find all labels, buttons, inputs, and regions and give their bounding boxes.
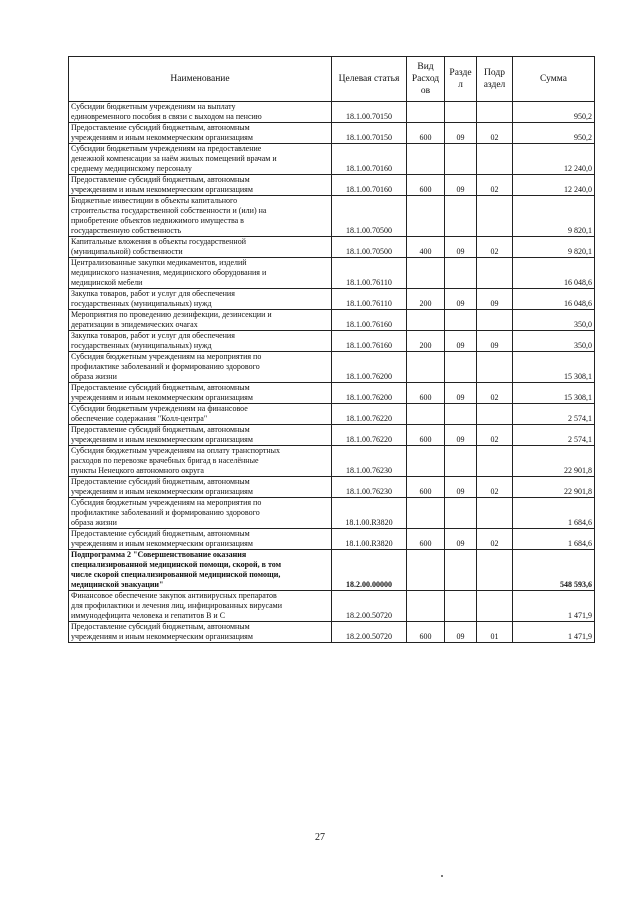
row-target-article-cell: 18.1.00.76160 <box>332 331 407 352</box>
row-target-article-cell: 18.1.00.70150 <box>332 123 407 144</box>
row-subsection-cell <box>477 498 513 529</box>
table-row <box>69 446 595 477</box>
row-expense-kind-cell <box>407 446 445 477</box>
row-sum-cell: 2 574,1 <box>513 404 595 425</box>
row-expense-kind-cell <box>407 352 445 383</box>
table-row <box>69 622 595 643</box>
row-section-cell <box>445 404 477 425</box>
row-target-article-cell: 18.1.00.70500 <box>332 196 407 237</box>
table-row <box>69 196 595 237</box>
table-row <box>69 477 595 498</box>
row-name-cell: Субсидии бюджетным учреждениям на предоставление денежной компенсации за наём жилых помещений врачам и среднему медицинскому персоналу <box>69 144 332 175</box>
row-sum-cell: 1 684,6 <box>513 529 595 550</box>
row-name-cell: Бюджетные инвестиции в объекты капитального строительства государственной собственности и (или) на приобретение объектов недвижимого имущества в государственную собственность <box>69 196 332 237</box>
row-target-article-cell: 18.1.00.76220 <box>332 425 407 446</box>
row-subsection-cell: 02 <box>477 383 513 404</box>
row-section-cell: 09 <box>445 123 477 144</box>
row-subsection-cell <box>477 404 513 425</box>
row-section-cell <box>445 144 477 175</box>
row-sum-cell: 12 240,0 <box>513 144 595 175</box>
row-sum-cell: 16 048,6 <box>513 258 595 289</box>
row-section-cell: 09 <box>445 289 477 310</box>
row-name-cell: Финансовое обеспечение закупок антивирусных препаратов для профилактики и лечения лиц, инфицированных вирусами иммунодефицита человека и гепатитов В и С <box>69 591 332 622</box>
row-section-cell: 09 <box>445 237 477 258</box>
row-expense-kind-cell <box>407 310 445 331</box>
row-expense-kind-cell: 600 <box>407 383 445 404</box>
row-expense-kind-cell: 600 <box>407 529 445 550</box>
row-target-article-cell: 18.1.00.R3820 <box>332 529 407 550</box>
row-name-cell: Субсидии бюджетным учреждениям на финансовое обеспечение содержания "Колл-центра" <box>69 404 332 425</box>
row-section-cell <box>445 352 477 383</box>
header-section: Разде л <box>445 57 477 102</box>
row-sum-cell: 1 684,6 <box>513 498 595 529</box>
row-target-article-cell: 18.1.00.76230 <box>332 477 407 498</box>
table-row <box>69 352 595 383</box>
table-row <box>69 498 595 529</box>
table-header-row <box>69 57 595 102</box>
row-subsection-cell <box>477 310 513 331</box>
budget-table-page <box>68 56 594 643</box>
row-section-cell: 09 <box>445 425 477 446</box>
row-sum-cell: 9 820,1 <box>513 196 595 237</box>
row-section-cell: 09 <box>445 477 477 498</box>
row-section-cell: 09 <box>445 622 477 643</box>
row-subsection-cell: 02 <box>477 123 513 144</box>
row-name-cell: Централизованные закупки медикаментов, изделий медицинского назначения, медицинского оборудования и медицинской мебели <box>69 258 332 289</box>
row-subsection-cell <box>477 446 513 477</box>
row-section-cell <box>445 196 477 237</box>
row-name-cell: Субсидии бюджетным учреждениям на выплату единовременного пособия в связи с выходом на пенсию <box>69 102 332 123</box>
row-target-article-cell: 18.1.00.76110 <box>332 258 407 289</box>
row-sum-cell: 15 308,1 <box>513 383 595 404</box>
row-subsection-cell: 02 <box>477 237 513 258</box>
row-section-cell: 09 <box>445 529 477 550</box>
row-name-cell: Предоставление субсидий бюджетным, автономным учреждениям и иным некоммерческим организациям <box>69 123 332 144</box>
row-name-cell: Предоставление субсидий бюджетным, автономным учреждениям и иным некоммерческим организациям <box>69 383 332 404</box>
row-name-cell: Субсидия бюджетным учреждениям на мероприятия по профилактике заболеваний и формированию здорового образа жизни <box>69 498 332 529</box>
row-target-article-cell: 18.2.00.50720 <box>332 591 407 622</box>
row-subsection-cell: 02 <box>477 529 513 550</box>
row-subsection-cell <box>477 550 513 591</box>
row-target-article-cell: 18.1.00.70150 <box>332 102 407 123</box>
row-name-cell: Предоставление субсидий бюджетным, автономным учреждениям и иным некоммерческим организациям <box>69 425 332 446</box>
row-name-cell: Предоставление субсидий бюджетным, автономным учреждениям и иным некоммерческим организациям <box>69 477 332 498</box>
row-target-article-cell: 18.2.00.50720 <box>332 622 407 643</box>
row-expense-kind-cell: 200 <box>407 331 445 352</box>
row-expense-kind-cell <box>407 404 445 425</box>
row-subsection-cell: 09 <box>477 331 513 352</box>
table-row <box>69 289 595 310</box>
row-target-article-cell: 18.1.00.76160 <box>332 310 407 331</box>
row-sum-cell: 548 593,6 <box>513 550 595 591</box>
row-subsection-cell: 02 <box>477 175 513 196</box>
row-sum-cell: 950,2 <box>513 102 595 123</box>
row-section-cell: 09 <box>445 175 477 196</box>
row-name-cell: Закупка товаров, работ и услуг для обеспечения государственных (муниципальных) нужд <box>69 289 332 310</box>
row-expense-kind-cell <box>407 550 445 591</box>
row-subsection-cell <box>477 591 513 622</box>
table-body <box>69 102 595 643</box>
row-sum-cell: 9 820,1 <box>513 237 595 258</box>
row-section-cell <box>445 310 477 331</box>
row-target-article-cell: 18.1.00.70160 <box>332 144 407 175</box>
row-expense-kind-cell: 600 <box>407 123 445 144</box>
row-subsection-cell <box>477 352 513 383</box>
row-sum-cell: 950,2 <box>513 123 595 144</box>
row-section-cell <box>445 258 477 289</box>
row-subsection-cell: 02 <box>477 425 513 446</box>
row-name-cell: Предоставление субсидий бюджетным, автономным учреждениям и иным некоммерческим организациям <box>69 175 332 196</box>
row-section-cell <box>445 591 477 622</box>
table-row <box>69 175 595 196</box>
row-subsection-cell <box>477 144 513 175</box>
page-number: 27 <box>315 832 325 843</box>
row-subsection-cell: 01 <box>477 622 513 643</box>
row-section-cell <box>445 550 477 591</box>
row-sum-cell: 12 240,0 <box>513 175 595 196</box>
row-expense-kind-cell <box>407 258 445 289</box>
row-sum-cell: 2 574,1 <box>513 425 595 446</box>
row-subsection-cell: 09 <box>477 289 513 310</box>
row-section-cell: 09 <box>445 331 477 352</box>
row-sum-cell: 350,0 <box>513 310 595 331</box>
header-target-article: Целевая статья <box>332 57 407 102</box>
row-expense-kind-cell <box>407 498 445 529</box>
header-expense-kind: Вид Расход ов <box>407 57 445 102</box>
row-sum-cell: 350,0 <box>513 331 595 352</box>
row-sum-cell: 1 471,9 <box>513 591 595 622</box>
row-name-cell: Подпрограмма 2 "Совершенствование оказания специализированной медицинской помощи, скорой, в том числе скорой специализированной медицинской помощи, медицинской эвакуации" <box>69 550 332 591</box>
row-expense-kind-cell: 200 <box>407 289 445 310</box>
table-row <box>69 237 595 258</box>
row-subsection-cell <box>477 196 513 237</box>
row-expense-kind-cell <box>407 102 445 123</box>
row-target-article-cell: 18.1.00.76200 <box>332 383 407 404</box>
row-target-article-cell: 18.1.00.76220 <box>332 404 407 425</box>
table-row <box>69 258 595 289</box>
header-subsection: Подр аздел <box>477 57 513 102</box>
row-expense-kind-cell: 400 <box>407 237 445 258</box>
row-expense-kind-cell: 600 <box>407 175 445 196</box>
row-section-cell <box>445 498 477 529</box>
row-target-article-cell: 18.2.00.00000 <box>332 550 407 591</box>
row-target-article-cell: 18.1.00.76110 <box>332 289 407 310</box>
row-target-article-cell: 18.1.00.76230 <box>332 446 407 477</box>
row-name-cell: Субсидия бюджетным учреждениям на оплату транспортных расходов по перевозке врачебных бригад в населённые пункты Ненецкого автономного округа <box>69 446 332 477</box>
row-expense-kind-cell: 600 <box>407 477 445 498</box>
row-expense-kind-cell: 600 <box>407 622 445 643</box>
row-sum-cell: 22 901,8 <box>513 477 595 498</box>
row-sum-cell: 16 048,6 <box>513 289 595 310</box>
row-sum-cell: 15 308,1 <box>513 352 595 383</box>
row-target-article-cell: 18.1.00.76200 <box>332 352 407 383</box>
row-section-cell: 09 <box>445 383 477 404</box>
row-subsection-cell: 02 <box>477 477 513 498</box>
row-name-cell: Предоставление субсидий бюджетным, автономным учреждениям и иным некоммерческим организациям <box>69 529 332 550</box>
table-row <box>69 550 595 591</box>
row-expense-kind-cell <box>407 591 445 622</box>
budget-table <box>68 56 595 643</box>
row-section-cell <box>445 102 477 123</box>
row-sum-cell: 22 901,8 <box>513 446 595 477</box>
table-row <box>69 425 595 446</box>
row-name-cell: Капитальные вложения в объекты государственной (муниципальной) собственности <box>69 237 332 258</box>
row-name-cell: Предоставление субсидий бюджетным, автономным учреждениям и иным некоммерческим организациям <box>69 622 332 643</box>
header-sum: Сумма <box>513 57 595 102</box>
table-row <box>69 310 595 331</box>
table-row <box>69 383 595 404</box>
row-name-cell: Мероприятия по проведению дезинфекции, дезинсекции и дератизации в эпидемических очагах <box>69 310 332 331</box>
table-row <box>69 529 595 550</box>
table-row <box>69 144 595 175</box>
row-subsection-cell <box>477 102 513 123</box>
table-row <box>69 102 595 123</box>
row-name-cell: Закупка товаров, работ и услуг для обеспечения государственных (муниципальных) нужд <box>69 331 332 352</box>
row-expense-kind-cell <box>407 144 445 175</box>
row-subsection-cell <box>477 258 513 289</box>
scan-speck <box>441 875 443 877</box>
header-name: Наименование <box>69 57 332 102</box>
row-target-article-cell: 18.1.00.70500 <box>332 237 407 258</box>
table-row <box>69 591 595 622</box>
row-expense-kind-cell <box>407 196 445 237</box>
row-target-article-cell: 18.1.00.70160 <box>332 175 407 196</box>
row-section-cell <box>445 446 477 477</box>
row-expense-kind-cell: 600 <box>407 425 445 446</box>
row-target-article-cell: 18.1.00.R3820 <box>332 498 407 529</box>
table-row <box>69 331 595 352</box>
row-name-cell: Субсидия бюджетным учреждениям на мероприятия по профилактике заболеваний и формированию здорового образа жизни <box>69 352 332 383</box>
table-row <box>69 404 595 425</box>
table-row <box>69 123 595 144</box>
row-sum-cell: 1 471,9 <box>513 622 595 643</box>
